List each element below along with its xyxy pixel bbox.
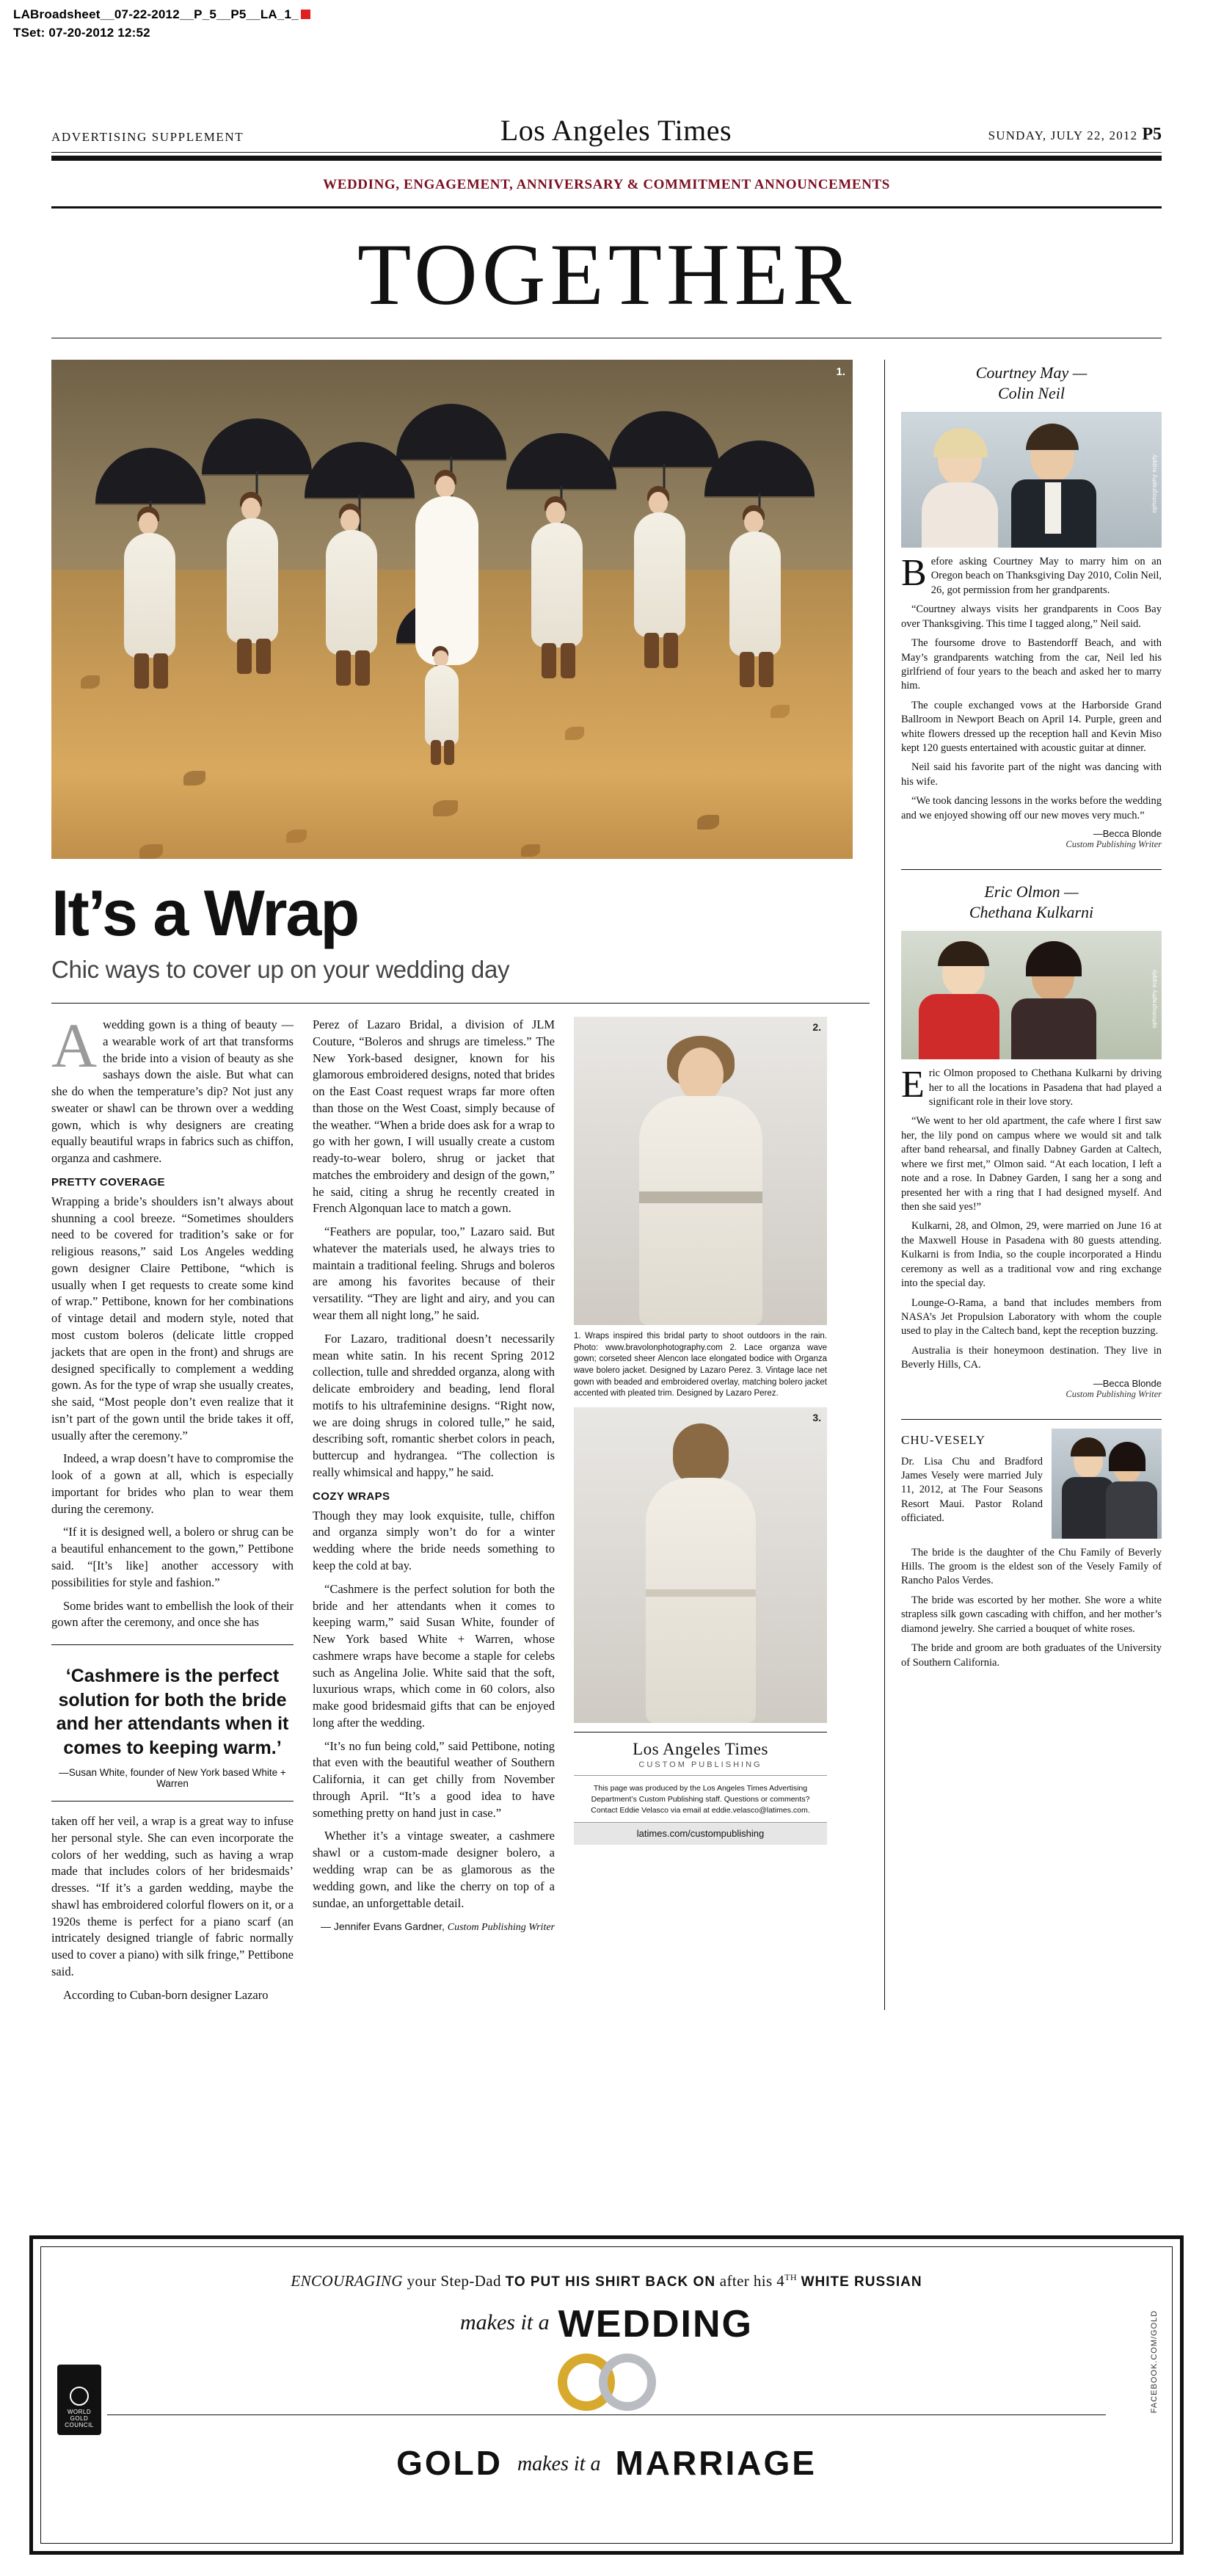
announcement-body-cont — [901, 1539, 1162, 1670]
ad-word-wedding: WEDDING — [558, 2303, 753, 2345]
photo-number-2: 2. — [812, 1021, 821, 1033]
photo-caption: 1. Wraps inspired this bridal party to shoot outdoors in the rain. Photo: www.bravolonphotography.com 2. Lace organza wave gown; corseted sheer Alencon lace elongated bodice with Organza wave bolero jacket. Designed by Lazaro Perez. 3. Vintage lace net gown with beaded and embroidered overlay, matching bolero jacket accented with pleated trim. Designed by Lazaro Perez. — [574, 1332, 827, 1398]
lat-custom-name: Los Angeles Times — [633, 1739, 768, 1758]
byline-author: — Jennifer Evans Gardner, — [321, 1920, 445, 1933]
ad-makes-it-a-2: makes it a — [517, 2453, 601, 2475]
paragraph: Kulkarni, 28, and Olmon, 29, were married on June 16 at the Maxwell House in Pasadena with 80 guests attending. Kulkarni is from India, so the couple incorporated a Hindu ceremony as well as a traditional vow and ring exchange into the special day. — [901, 1220, 1162, 1290]
drop-cap: B — [901, 552, 927, 594]
fashion-photo-3 — [574, 1407, 827, 1723]
announcement-name-line-1: Eric Olmon — — [984, 882, 1079, 901]
paragraph: taken off her veil, a wrap is a great way to infuse her personal style. She can even incorporate the colors of her wedding, such as having a wrap made that includes colors of her bridesmaids’ dresses. “If it’s a garden wedding, maybe the shawl has embroidered colorful flowers on it, or a 1920s theme is perfect for a piano scarf (an intricately designed triangle of fabric normally used to cover a piano) with silk fringe,” Pettibone said. — [51, 1814, 294, 1978]
rule — [51, 156, 1162, 161]
photo-credit: ophotography supply — [1151, 454, 1158, 512]
announcement-body — [901, 1059, 1162, 1372]
paragraph: “We went to her old apartment, the cafe where I first saw her, the lily pond on campus where we would sit and talk after band rehearsal, and finally Dabney Garden at Caltech, where we first met,” Olmon said. “At each location, I left a note and a rose. In Dabney Garden, I sang her a song and presented her with a ring that I had designed myself. And then she said yes!” — [901, 1115, 1162, 1213]
hero-photo-bridal-party — [51, 360, 853, 859]
announcements-rail — [885, 360, 1162, 2010]
pull-quote: ‘Cashmere is the perfect solution for both the bride and her attendants when it comes to keeping warm.’ — [51, 1644, 294, 1767]
story-body — [51, 1010, 870, 2010]
slug-line-2: TSet: 07-20-2012 12:52 — [13, 25, 150, 40]
story-byline — [313, 1920, 555, 1934]
announcement-heading: CHU-VESELY — [901, 1432, 986, 1447]
announcement-body — [901, 1448, 1043, 1526]
world-gold-council-logo — [57, 2365, 101, 2435]
paragraph: Indeed, a wrap doesn’t have to compromise the look of a gown at all, which is especially important for brides who plan to wear them during the ceremony. — [51, 1451, 294, 1516]
announcement-name-line-2: Colin Neil — [997, 383, 1066, 402]
paragraph: The couple exchanged vows at the Harborside Grand Ballroom in Newport Beach on April 14. Purple, green and white flowers dressed up the reception hall and Kevin Miso kept 120 guests entertained with acoustic guitar at dinner. — [901, 699, 1162, 755]
wgc-circle-icon — [70, 2387, 89, 2406]
rule — [107, 2414, 1106, 2415]
ad-word-your-stepdad: your Step-Dad — [407, 2272, 501, 2290]
ad-wedding-line — [41, 2290, 1172, 2346]
slug-line-1: LABroadsheet__07-22-2012__P_5__P5__LA_1_ — [13, 7, 299, 21]
ad-inner-border — [40, 2246, 1173, 2544]
paragraph: Neil said his favorite part of the night was dancing with his wife. — [901, 761, 1162, 788]
announcement-body — [901, 548, 1162, 823]
feature-subhead: Chic ways to cover up on your wedding day — [51, 956, 510, 983]
ad-word-th: TH — [784, 2272, 797, 2282]
custom-publishing-note: This page was produced by the Los Angeles Times Advertising Department’s Custom Publishing staff. Questions or comments? Contact Eddie Velasco via email at eddie.velasco@latimes.com. — [574, 1775, 827, 1823]
dateline — [988, 125, 1162, 145]
announcement-eric-chethana — [901, 879, 1162, 1409]
ad-word-marriage: MARRIAGE — [615, 2444, 817, 2482]
ad-gold-marriage-line — [41, 2411, 1172, 2483]
drop-cap: E — [901, 1064, 925, 1106]
ad-word-white-russian: WHITE RUSSIAN — [801, 2274, 922, 2290]
drop-cap: A — [51, 1010, 98, 1081]
ad-makes-it-a-1: makes it a — [460, 2310, 550, 2334]
credit-author: —Becca Blonde — [1093, 1377, 1162, 1389]
ad-word-encouraging: ENCOURAGING — [291, 2272, 403, 2290]
fashion-photo-2 — [574, 1017, 827, 1325]
feature-headline: It’s a Wrap — [51, 877, 359, 949]
print-slug — [13, 6, 310, 42]
wgc-line-2: GOLD — [70, 2415, 89, 2423]
announcement-chu-vesely — [901, 1429, 1162, 1686]
ad-word-after: after his — [719, 2272, 773, 2290]
credit-author: —Becca Blonde — [1093, 828, 1162, 840]
section-title: TOGETHER — [357, 225, 856, 323]
paragraph: Whether it’s a vintage sweater, a cashmere shawl or a custom-made designer bolero, a wedding wrap can be as glamorous as the wedding gown, and like the cherry on top of a sundae, an unforgettable detail. — [313, 1829, 555, 1910]
facebook-url[interactable]: FACEBOOK.COM/GOLD — [1149, 2310, 1159, 2414]
ad-word-gold: GOLD — [396, 2444, 503, 2482]
custom-publishing-url[interactable]: latimes.com/custompublishing — [574, 1822, 827, 1845]
paragraph: For Lazaro, traditional doesn’t necessarily mean white satin. In his recent Spring 2012 collection, tulle and shredded organza, along with delicate embroidery and beading, lend floral motifs to his ultrafeminine designs. “Right now, we are doing shrugs in colored tulle,” he said, describing soft, romantic sherbet colors in peach, buttercup and hydrangea. “The collection is really whimsical and happy,” he said. — [313, 1331, 555, 1479]
page-number: P5 — [1142, 125, 1162, 144]
announcement-names — [901, 879, 1162, 931]
paragraph: Though they may look exquisite, tulle, chiffon and organza simply won’t do for a winter wedding where the bride needs something to keep the cold at bay. — [313, 1508, 555, 1572]
color-registration-mark — [301, 10, 310, 19]
custom-publishing-logo — [574, 1732, 827, 1769]
rule — [51, 1003, 870, 1004]
paragraph: ric Olmon proposed to Chethana Kulkarni by driving her to all the locations in Pasadena that had played a significant role in their love story. — [928, 1067, 1162, 1109]
photo-credit: ophotography supply — [1151, 969, 1158, 1028]
dateline-date: SUNDAY, JULY 22, 2012 — [988, 128, 1138, 142]
advertising-supplement-label: ADVERTISING SUPPLEMENT — [51, 130, 244, 144]
announcement-photo — [901, 931, 1162, 1059]
photo-number-3: 3. — [812, 1411, 821, 1423]
announcement-credit — [901, 828, 1162, 850]
pull-quote-credit: —Susan White, founder of New York based White + Warren — [51, 1767, 294, 1802]
silver-ring-icon — [599, 2354, 656, 2411]
bottom-advertisement[interactable] — [29, 2235, 1184, 2555]
paragraph: Australia is their honeymoon destination. They live in Beverly Hills, CA. — [901, 1344, 1162, 1371]
lat-custom-tagline: CUSTOM PUBLISHING — [638, 1760, 762, 1769]
announcement-photo — [901, 412, 1162, 548]
paragraph: “Feathers are popular, too,” Lazaro said. But whatever the materials used, he always tries to maintain a traditional feeling. Shrugs and boleros are among his favorites because of their versatility. “They are light and airy, and you can wear them all night long,” he said. — [313, 1224, 555, 1323]
story-column-1 — [51, 1010, 294, 2010]
paragraph: “Cashmere is the perfect solution for both the bride and her attendants when it comes to keeping warm,” said Susan White, founder of New York based White + Warren, whose cashmere wraps have become a staple for celebs such as Angelina Jolie. White said that the soft, luxurious wraps, which come in 60 colors, also make good bridesmaid gifts that can be enjoyed long after the wedding. — [313, 1581, 555, 1730]
page-content — [51, 360, 1162, 2010]
ad-word-shirt: TO PUT HIS SHIRT BACK ON — [505, 2274, 716, 2290]
paragraph: “Courtney always visits her grandparents in Coos Bay over Thanksgiving. This time I tagged along,” Neil said. — [901, 603, 1162, 630]
announcement-photo — [1052, 1429, 1162, 1539]
paragraph: Wrapping a bride’s shoulders isn’t always about shunning a cool breeze. “Sometimes shoulders need to be covered for tradition’s sake or for religious reasons,” said Los Angeles wedding gown designer Claire Pettibone, “which is usually when I get requests to create some kind of wrap.” Pettibone, known for her combinations of vintage detail and modern style, noted that most custom boleros (delicate little cropped jackets that are open in the front) and shrugs are designed specifically to complement a wedding gown. As for the type of wrap she usually creates, she said, “Most people don’t even realize that it isn’t part of the gown until the bride takes it off, usually after the ceremony.” — [51, 1194, 294, 1443]
wedding-rings-icon — [41, 2346, 1172, 2411]
wgc-line-1: WORLD — [67, 2409, 92, 2415]
feature-column — [51, 360, 884, 2010]
paragraph: “We took dancing lessons in the works before the wedding and we enjoyed showing off our new moves very much.” — [901, 795, 1162, 821]
la-times-logo: Los Angeles Times — [500, 114, 732, 147]
paragraph: “It’s no fun being cold,” said Pettibone, noting that even with the beautiful weather of Southern California, it can get chilly from November through April. “It’s a good idea to have something pretty on hand just in case.” — [313, 1738, 555, 1820]
paragraph: wedding gown is a thing of beauty — a wearable work of art that transforms the bride into a vision of beauty as she sashays down the aisle. But what can she do when the temperature’s dip? Not just any sweater or shawl can be thrown over a wedding gown, which is why designers are creating equally beautiful wraps in fabrics such as chiffon, organza and cashmere. — [51, 1017, 294, 1166]
masthead — [51, 110, 1162, 338]
wgc-line-3: COUNCIL — [65, 2422, 94, 2429]
story-subhead-cozy-wraps: COZY WRAPS — [313, 1490, 390, 1503]
paragraph: efore asking Courtney May to marry him on an Oregon beach on Thanksgiving Day 2010, Colin Neil, 26, got permission from her grandparents. — [930, 556, 1162, 596]
announcement-courtney-colin — [901, 360, 1162, 860]
byline-role: Custom Publishing Writer — [447, 1922, 555, 1934]
paragraph: Lounge-O-Rama, a band that includes members from NASA’s Jet Propulsion Laboratory with whom the couple used to play in the Caltech band, kept the reception buzzing. — [901, 1296, 1162, 1338]
fashion-photo-column — [574, 1017, 827, 2010]
credit-role: Custom Publishing Writer — [1066, 1388, 1162, 1399]
rule — [901, 1419, 1162, 1420]
photo-number-1: 1. — [836, 366, 845, 378]
paragraph: The foursome drove to Bastendorff Beach, and with May’s grandparents watching from the car, Neil led his girlfriend of four years to the beach and asked her to marry him. — [901, 637, 1162, 692]
announcement-credit — [901, 1378, 1162, 1400]
paragraph: The bride and groom are both graduates of the University of Southern California. — [901, 1642, 1162, 1669]
paragraph: The bride was escorted by her mother. She wore a white strapless silk gown cascading with chiffon, and her mother’s diamond jewelry. She carried a bouquet of white roses. — [901, 1594, 1162, 1635]
story-column-2 — [313, 1017, 555, 2010]
announcement-name-line-2: Chethana Kulkarni — [969, 902, 1094, 921]
story-subhead-pretty-coverage: PRETTY COVERAGE — [51, 1175, 165, 1189]
rule — [901, 869, 1162, 870]
paragraph: The bride is the daughter of the Chu Family of Beverly Hills. The groom is the eldest son of the Vesely Family of Rancho Palos Verdes. — [901, 1546, 1162, 1587]
ad-headline — [41, 2247, 1172, 2290]
announcement-name-line-1: Courtney May — — [975, 363, 1088, 382]
rule — [51, 152, 1162, 153]
paragraph: Some brides want to embellish the look of their gown after the ceremony, and once she has — [51, 1598, 294, 1630]
paragraph: “If it is designed well, a bolero or shrug can be a beautiful enhancement to the gown,” Pettibone said. “[It’s like] another accessory with possibilities for style and fashion.” — [51, 1525, 294, 1589]
paragraph: According to Cuban-born designer Lazaro — [63, 1987, 269, 2002]
paragraph: Dr. Lisa Chu and Bradford James Vesely were married July 11, 2012, at The Four Seasons Resort Maui. Pastor Roland officiated. — [901, 1455, 1043, 1525]
section-kicker: WEDDING, ENGAGEMENT, ANNIVERSARY & COMMITMENT ANNOUNCEMENTS — [323, 177, 890, 192]
paragraph: Perez of Lazaro Bridal, a division of JLM Couture, “Boleros and shrugs are timeless.” The New York-based designer, known for his glamorous embroidered designs, noted that brides on the East Coast request wraps far more often than those on the West Coast, simply because of the weather. “When a bride does ask for a wrap to go with her gown, I will usually create a custom ready-to-wear bolero, shrug or jacket that matches the embroidery and design of the gown,” he said, citing a shrug he recently created in French Algonquan lace to match a gown. — [313, 1017, 555, 1216]
credit-role: Custom Publishing Writer — [1066, 839, 1162, 850]
announcement-names — [901, 360, 1162, 412]
ad-word-four: 4 — [776, 2272, 785, 2290]
